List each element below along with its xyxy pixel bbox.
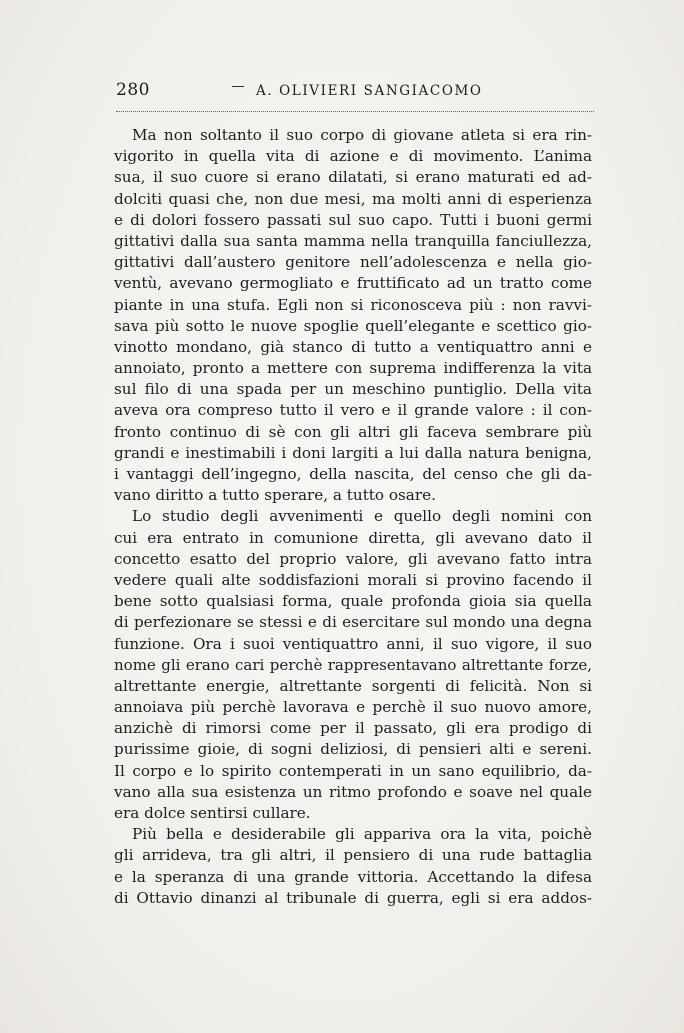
text-line: dolciti quasi che, non due mesi, ma molti anni di esperienza bbox=[114, 189, 592, 208]
header-rule bbox=[116, 111, 594, 112]
text-line: Il corpo e lo spirito contemperati in un sano equilibrio, da- bbox=[114, 761, 592, 780]
text-line: anzichè di rimorsi come per il passato, gli era prodigo di bbox=[114, 719, 592, 738]
page-header bbox=[116, 80, 594, 106]
text-line: sul filo di una spada per un meschino puntiglio. Della vita bbox=[114, 380, 592, 399]
text-line: Lo studio degli avvenimenti e quello degli nomini con bbox=[132, 507, 592, 526]
text-line: fronto continuo di sè con gli altri gli faceva sembrare più bbox=[114, 422, 592, 441]
text-line: di perfezionare se stessi e di esercitare sul mondo una degna bbox=[114, 613, 592, 632]
text-line: era dolce sentirsi cullare. bbox=[114, 804, 311, 822]
header-dash bbox=[232, 86, 244, 87]
text-line: Più bella e desiderabile gli appariva ora la vita, poichè bbox=[132, 825, 592, 844]
text-line: gittativi dall’austero genitore nell’adolescenza e nella gio- bbox=[114, 253, 592, 272]
text-line: e la speranza di una grande vittoria. Accettando la difesa bbox=[114, 867, 592, 886]
text-line: aveva ora compreso tutto il vero e il grande valore : il con- bbox=[114, 401, 592, 420]
text-line: altrettante energie, altrettante sorgenti di felicità. Non si bbox=[114, 676, 592, 695]
text-line: vinotto mondano, già stanco di tutto a ventiquattro anni e bbox=[114, 337, 592, 356]
text-line: i vantaggi dell’ingegno, della nascita, del censo che gli da- bbox=[114, 465, 592, 483]
text-line: vedere quali alte soddisfazioni morali si provino facendo il bbox=[114, 570, 592, 589]
text-line: e di dolori fossero passati sul suo capo. Tutti i buoni germi bbox=[114, 210, 592, 229]
text-line: nome gli erano cari perchè rappresentavano altrettante forze, bbox=[114, 655, 592, 674]
text-line: purissime gioie, di sogni deliziosi, di pensieri alti e sereni. bbox=[114, 740, 592, 759]
text-line: annoiava più perchè lavorava e perchè il suo nuovo amore, bbox=[114, 698, 592, 717]
running-head: A. OLIVIERI SANGIACOMO bbox=[256, 83, 483, 99]
text-line: gittativi dalla sua santa mamma nella tranquilla fanciullezza, bbox=[114, 231, 592, 250]
text-line: vigorito in quella vita di azione e di movimento. L’anima bbox=[114, 147, 592, 166]
text-line: sua, il suo cuore si erano dilatati, si erano maturati ed ad- bbox=[114, 168, 592, 187]
page-number: 280 bbox=[116, 80, 150, 100]
text-line: di Ottavio dinanzi al tribunale di guerra, egli si era addos- bbox=[114, 888, 592, 907]
body-text bbox=[114, 125, 592, 909]
text-line: ventù, avevano germogliato e fruttificato ad un tratto come bbox=[114, 274, 592, 293]
text-line: sava più sotto le nuove spoglie quell’elegante e scettico gio- bbox=[114, 316, 592, 335]
text-line: vano alla sua esistenza un ritmo profondo e soave nel quale bbox=[114, 782, 592, 801]
text-line: Ma non soltanto il suo corpo di giovane atleta si era rin- bbox=[132, 126, 592, 144]
text-line: gli arrideva, tra gli altri, il pensiero di una rude battaglia bbox=[114, 846, 592, 865]
text-line: funzione. Ora i suoi ventiquattro anni, il suo vigore, il suo bbox=[114, 634, 592, 653]
text-line: concetto esatto del proprio valore, gli avevano fatto intra bbox=[114, 549, 592, 568]
text-line: bene sotto qualsiasi forma, quale profonda gioia sia quella bbox=[114, 592, 592, 611]
text-line: piante in una stufa. Egli non si riconosceva più : non ravvi- bbox=[114, 295, 592, 314]
text-line: grandi e inestimabili i doni largiti a lui dalla natura benigna, bbox=[114, 443, 592, 462]
text-line: vano diritto a tutto sperare, a tutto osare. bbox=[114, 486, 436, 505]
text-line: cui era entrato in comunione diretta, gli avevano dato il bbox=[114, 528, 592, 547]
text-line: annoiato, pronto a mettere con suprema indifferenza la vita bbox=[114, 359, 592, 378]
